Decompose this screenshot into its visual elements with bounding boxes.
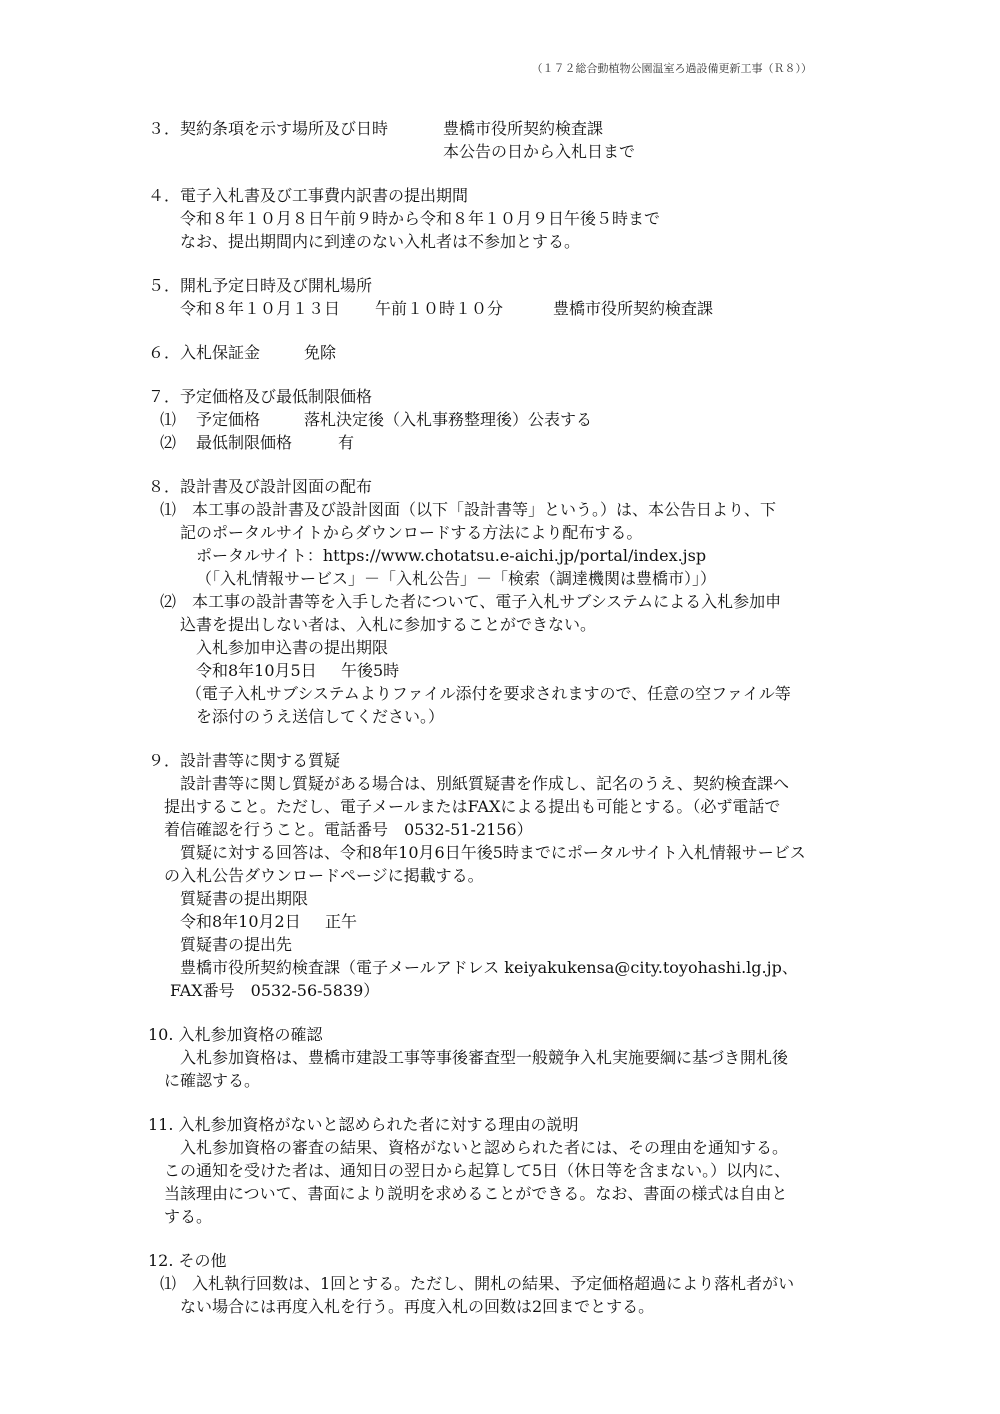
section-8-heading: ８．設計書及び設計図面の配布: [148, 477, 373, 496]
section-5-place: 豊橋市役所契約検査課: [553, 299, 714, 318]
section-7-item2-number: ⑵: [160, 433, 177, 452]
section-7-heading: ７．予定価格及び最低制限価格: [148, 387, 373, 406]
section-12-heading: 12. その他: [148, 1251, 227, 1270]
section-4-note: なお、提出期間内に到達のない入札者は不参加とする。: [180, 232, 581, 251]
section-10-line2: に確認する。: [164, 1071, 261, 1090]
section-9-paragraph1-line3: 着信確認を行うこと。電話番号 0532-51-2156）: [164, 820, 533, 839]
section-7-item1-number: ⑴: [160, 410, 177, 429]
section-8-item1-line2: 記のポータルサイトからダウンロードする方法により配布する。: [180, 523, 643, 542]
section-11-heading: 11. 入札参加資格がないと認められた者に対する理由の説明: [148, 1115, 579, 1134]
section-11-line4: する。: [164, 1207, 213, 1226]
section-3-place: 豊橋市役所契約検査課: [443, 119, 604, 138]
section-9-paragraph2-line2: の入札公告ダウンロードページに掲載する。: [164, 866, 484, 885]
section-8-note-line1: （電子入札サブシステムよりファイル添付を要求されますので、任意の空ファイル等: [186, 684, 791, 703]
section-10-heading: 10. 入札参加資格の確認: [148, 1025, 323, 1044]
section-8-item2-line2: 込書を提出しない者は、入札に参加することができない。: [180, 615, 597, 634]
section-4-heading: ４．電子入札書及び工事費内訳書の提出期間: [148, 186, 469, 205]
section-8-item2-line1: ⑵ 本工事の設計書等を入手した者について、電子入札サブシステムによる入札参加申: [160, 592, 782, 611]
section-8-item1-line1: ⑴ 本工事の設計書及び設計図面（以下「設計書等」という。）は、本公告日より、下: [160, 500, 777, 519]
portal-site-url: ポータルサイト：https://www.chotatsu.e-aichi.jp/portal/index.jsp: [196, 546, 707, 565]
section-9-destination-line2: FAX番号 0532-56-5839）: [170, 981, 380, 1000]
section-7-item2-value: 有: [338, 433, 355, 452]
section-9-heading: ９．設計書等に関する質疑: [148, 751, 341, 770]
section-7-item2-label: 最低制限価格: [196, 433, 293, 452]
section-11-line3: 当該理由について、書面により説明を求めることができる。なお、書面の様式は自由と: [164, 1184, 788, 1203]
section-7-item1-value: 落札決定後（入札事務整理後）公表する: [304, 410, 593, 429]
section-9-paragraph1-line2: 提出すること。ただし、電子メールまたはFAXによる提出も可能とする。（必ず電話で: [164, 797, 781, 816]
section-9-deadline-time: 正午: [325, 912, 358, 931]
section-3-period: 本公告の日から入札日まで: [443, 142, 636, 161]
section-6-heading: ６．入札保証金: [148, 343, 261, 362]
section-9-destination-line1: 豊橋市役所契約検査課（電子メールアドレス keiyakukensa@city.toyohashi.lg.jp、: [180, 958, 798, 977]
section-5-date: 令和８年１０月１３日: [180, 299, 341, 318]
section-12-item1-line2: ない場合には再度入札を行う。再度入札の回数は2回までとする。: [180, 1297, 655, 1316]
document-reference: （１７２総合動植物公園温室ろ過設備更新工事（Ｒ８））: [531, 62, 812, 75]
portal-site-navigation-path: （「入札情報サービス」－「入札公告」－「検索（調達機関は豊橋市）」）: [196, 569, 717, 588]
section-9-paragraph1-line1: 設計書等に関し質疑がある場合は、別紙質疑書を作成し、記名のうえ、契約検査課へ: [180, 774, 789, 793]
section-12-item1-line1: ⑴ 入札執行回数は、1回とする。ただし、開札の結果、予定価格超過により落札者がい: [160, 1274, 795, 1293]
section-7-item1-label: 予定価格: [196, 410, 261, 429]
section-8-note-line2: を添付のうえ送信してください。）: [196, 707, 445, 726]
section-8-deadline-date: 令和8年10月5日: [196, 661, 317, 680]
section-8-deadline-time: 午後5時: [341, 661, 400, 680]
section-4-period: 令和８年１０月８日午前９時から令和８年１０月９日午後５時まで: [180, 209, 661, 228]
section-6-value: 免除: [304, 343, 337, 362]
section-10-line1: 入札参加資格は、豊橋市建設工事等事後審査型一般競争入札実施要綱に基づき開札後: [180, 1048, 789, 1067]
section-9-deadline-date: 令和8年10月2日: [180, 912, 301, 931]
section-8-deadline-label: 入札参加申込書の提出期限: [196, 638, 389, 657]
section-9-deadline-label: 質疑書の提出期限: [180, 889, 309, 908]
section-3-heading: ３．契約条項を示す場所及び日時: [148, 119, 389, 138]
section-9-paragraph2-line1: 質疑に対する回答は、令和8年10月6日午後5時までにポータルサイト入札情報サービス: [180, 843, 806, 862]
section-5-heading: ５．開札予定日時及び開札場所: [148, 276, 373, 295]
section-5-time: 午前１０時１０分: [375, 299, 504, 318]
section-11-line1: 入札参加資格の審査の結果、資格がないと認められた者には、その理由を通知する。: [180, 1138, 789, 1157]
section-11-line2: この通知を受けた者は、通知日の翌日から起算して5日（休日等を含まない。）以内に、: [164, 1161, 791, 1180]
section-9-destination-label: 質疑書の提出先: [180, 935, 293, 954]
